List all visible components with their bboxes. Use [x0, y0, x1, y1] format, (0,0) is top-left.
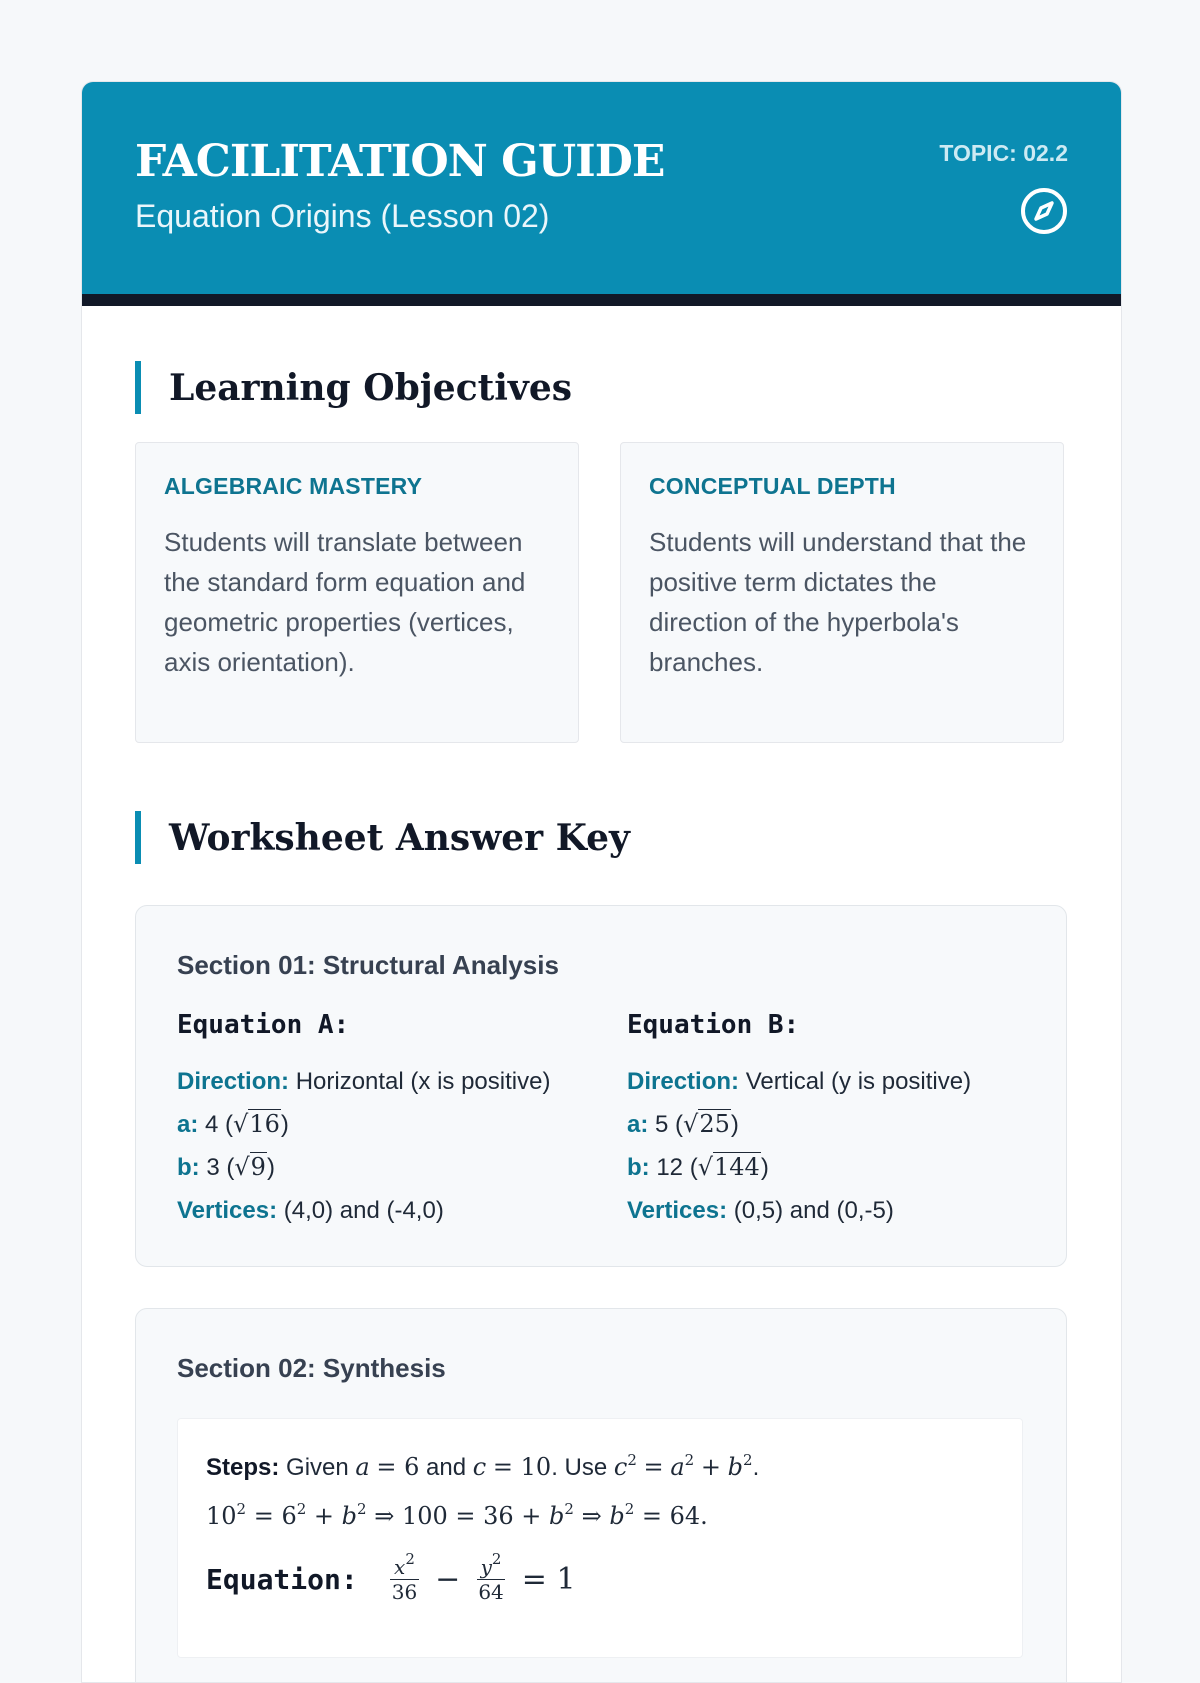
- vertices-label: Vertices:: [627, 1197, 728, 1224]
- sqrt-expression: √144: [697, 1153, 760, 1181]
- b-label: b:: [627, 1154, 650, 1181]
- radicand: 16: [249, 1110, 280, 1138]
- b-value: 12: [656, 1154, 684, 1181]
- b-row: b: 12 (√144): [627, 1146, 1047, 1189]
- objective-label: ALGEBRAIC MASTERY: [164, 473, 423, 499]
- a-row: a: 5 (√25): [627, 1103, 1047, 1146]
- equation-label: Equation:: [206, 1563, 358, 1596]
- objective-card-conceptual: [620, 442, 1064, 743]
- steps-line-2: $10^2 = 6^2 + b^2$ ⇒ $100 = 36 + b^2$ ⇒ $b^2 = 64$.: [206, 1500, 708, 1530]
- vertices-value: (4,0) and (-4,0): [283, 1197, 444, 1224]
- page-title: FACILITATION GUIDE: [135, 136, 665, 187]
- fraction-x: $\frac{x^2}{36}$: [391, 1550, 418, 1604]
- b-value: 3: [206, 1154, 220, 1181]
- direction-label: Direction:: [177, 1068, 290, 1095]
- guide-header: [82, 82, 1121, 306]
- heading-accent-bar: [135, 811, 141, 864]
- answer-key-heading: [135, 811, 630, 864]
- direction-value: Horizontal (x is positive): [295, 1068, 551, 1095]
- sqrt-expression: √16: [233, 1110, 280, 1138]
- equation-b-column: [627, 1010, 1047, 1232]
- radicand: 25: [699, 1110, 730, 1138]
- objective-text: Students will translate between the standard form equation and geometric properties (vertices, axis orientation).: [164, 527, 526, 677]
- answer-key-title: Worksheet Answer Key: [169, 816, 630, 859]
- direction-row: [177, 1060, 597, 1103]
- vertices-row: [177, 1189, 597, 1232]
- objective-card-algebraic: [135, 442, 579, 743]
- section-02-title: Section 02: Synthesis: [177, 1353, 446, 1383]
- lesson-subtitle: Equation Origins (Lesson 02): [135, 198, 550, 234]
- b-label: b:: [177, 1154, 200, 1181]
- sqrt-expression: √9: [234, 1153, 266, 1181]
- steps-line-1: Steps: Given a = 6 and c = 10. Use $c^2 = a^2 + b^2$.: [206, 1451, 760, 1481]
- section-01-title: Section 01: Structural Analysis: [177, 950, 559, 980]
- radicand: 9: [250, 1153, 266, 1181]
- fraction-y: $\frac{y^2}{64}$: [478, 1550, 504, 1604]
- compass-icon: [1019, 186, 1069, 236]
- a-label: a:: [177, 1111, 199, 1138]
- vertices-label: Vertices:: [177, 1197, 278, 1224]
- objective-text: Students will understand that the positive term dictates the direction of the hyperbola's branches.: [649, 527, 1027, 677]
- a-label: a:: [627, 1111, 649, 1138]
- final-equation: Equation: $\frac{x^2}{36}$ − $\frac{y^2}{64}$ = 1: [206, 1550, 576, 1604]
- radicand: 144: [714, 1153, 760, 1181]
- equation-a-title: Equation A:: [177, 1010, 350, 1040]
- b-row: b: 3 (√9): [177, 1146, 597, 1189]
- section-02-card: [135, 1308, 1067, 1683]
- equation-a-column: [177, 1010, 597, 1232]
- objectives-heading: [135, 361, 572, 414]
- heading-accent-bar: [135, 361, 141, 414]
- steps-label: Steps:: [206, 1454, 280, 1481]
- direction-row: [627, 1060, 1047, 1103]
- equation-b-title: Equation B:: [627, 1010, 800, 1040]
- facilitation-guide-card: [81, 81, 1122, 1683]
- direction-value: Vertical (y is positive): [745, 1068, 972, 1095]
- a-row: a: 4 (√16): [177, 1103, 597, 1146]
- vertices-value: (0,5) and (0,-5): [733, 1197, 894, 1224]
- objectives-title: Learning Objectives: [169, 366, 573, 409]
- sqrt-expression: √25: [683, 1110, 730, 1138]
- objective-label: CONCEPTUAL DEPTH: [649, 473, 896, 499]
- vertices-row: [627, 1189, 1047, 1232]
- a-value: 4: [205, 1111, 219, 1138]
- a-value: 5: [655, 1111, 669, 1138]
- direction-label: Direction:: [627, 1068, 740, 1095]
- section-01-card: [135, 905, 1067, 1267]
- synthesis-steps: [177, 1418, 1023, 1658]
- topic-badge: TOPIC: 02.2: [939, 140, 1068, 166]
